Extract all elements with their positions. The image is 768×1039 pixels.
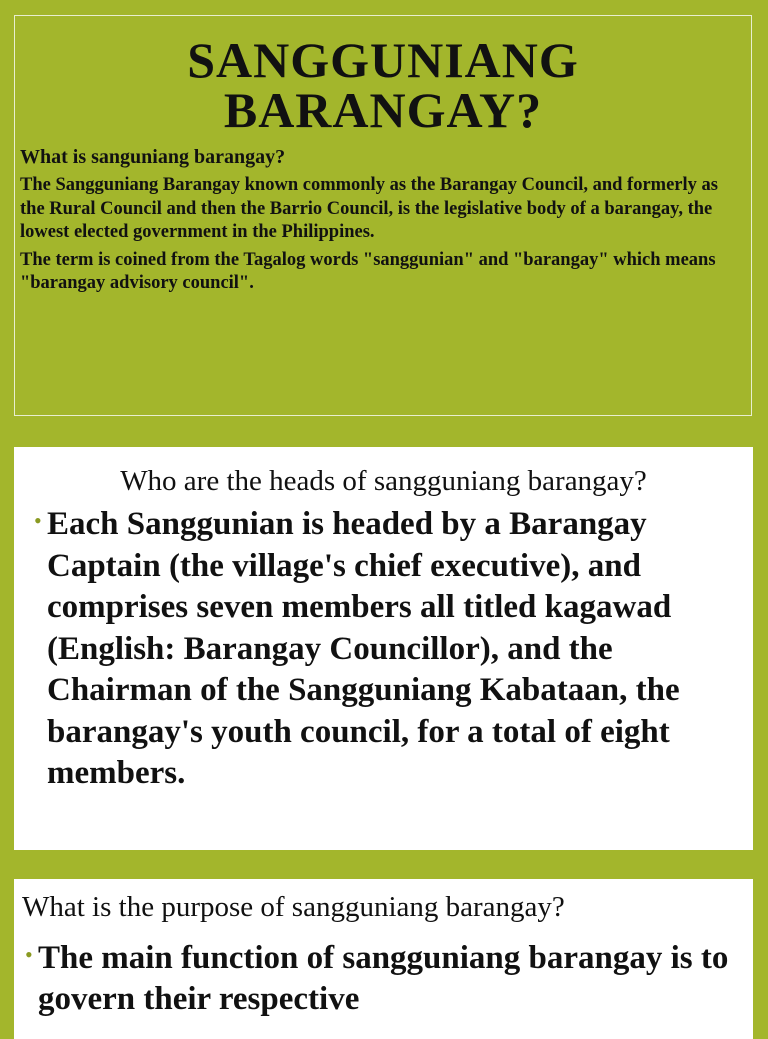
question-heading: What is sanguniang barangay? xyxy=(20,146,286,168)
etymology-paragraph: The term is coined from the Tagalog words "sanggunian" and "barangay" which means "barangay advisory council". xyxy=(20,249,716,293)
slide-heads xyxy=(14,447,753,850)
bullet-text: The main function of sangguniang barangay is to govern their respective xyxy=(38,940,729,1017)
slide-what-is xyxy=(14,15,752,416)
bullet-item xyxy=(34,504,743,795)
bullet-icon: • xyxy=(34,508,42,533)
title-line-1: SANGGUNIANG xyxy=(187,32,579,88)
bullet-icon: • xyxy=(25,942,33,967)
slide-title xyxy=(15,16,751,138)
slide-purpose xyxy=(14,879,753,1039)
question-heading: What is the purpose of sangguniang barangay? xyxy=(22,891,565,923)
question-heading: Who are the heads of sangguniang barangay? xyxy=(120,465,647,497)
title-line-2: BARANGAY? xyxy=(223,82,543,138)
bullet-item xyxy=(25,938,743,1020)
bullet-text: Each Sanggunian is headed by a Barangay Captain (the village's chief executive), and comprises seven members all titled kagawad (English: Barangay Councillor), and the Chairman of the Sangguniang Kabataan, the barangay's youth council, for a total of eight members. xyxy=(47,506,680,791)
definition-paragraph: The Sangguniang Barangay known commonly as the Barangay Council, and formerly as the Rural Council and then the Barrio Council, is the legislative body of a barangay, the lowest elected government in the Philippines. xyxy=(20,175,718,242)
